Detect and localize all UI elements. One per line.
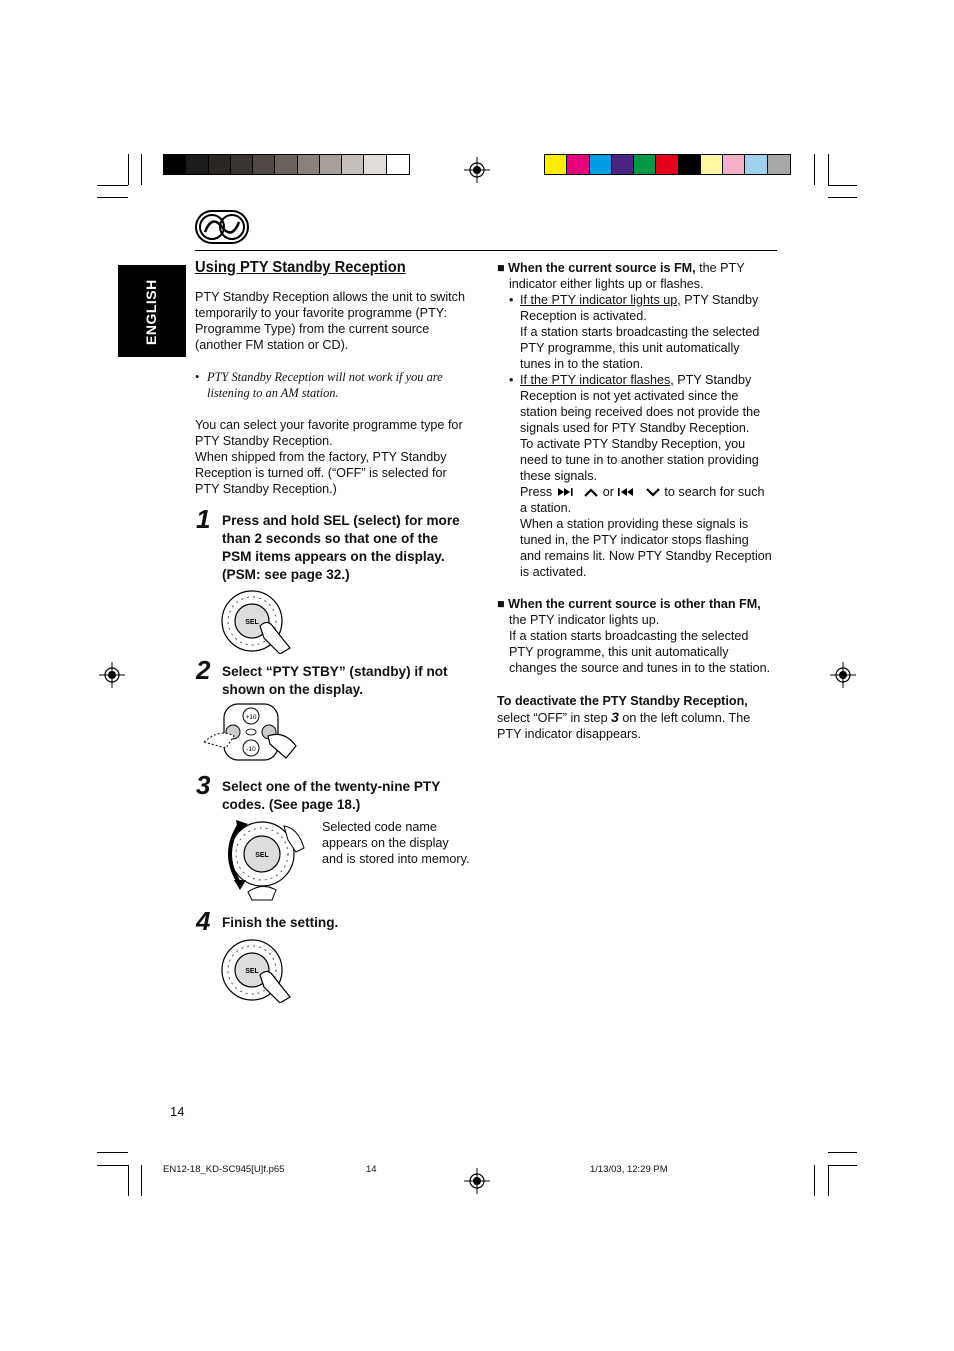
text: to search for such (664, 485, 765, 499)
text-line: need to tune in to another station providing (520, 453, 759, 467)
text-line: shown on the display. (222, 682, 363, 697)
square-bullet-icon: ■ (497, 597, 509, 611)
step-3-note (322, 819, 487, 867)
text-line: indicator either lights up or flashes. (509, 277, 704, 291)
subheading: When the current source is FM, (508, 261, 696, 275)
text-line: Press and hold SEL (select) for more (222, 513, 460, 528)
crop-mark (828, 185, 857, 186)
text-line: PSM items appears on the display. (222, 549, 445, 564)
color-swatch (186, 155, 208, 174)
file-name: EN12-18_KD-SC945[U]f.p65 (163, 1164, 285, 1175)
crop-mark (828, 1165, 829, 1196)
color-calibration-bar (544, 154, 791, 175)
text-line: PTY Standby Reception. (195, 434, 333, 448)
seek-buttons-icon (200, 702, 304, 764)
sound-logo-icon (195, 210, 249, 244)
color-swatch (275, 155, 297, 174)
text-line: PTY Standby Reception will not work if you are (207, 370, 443, 384)
color-swatch (164, 155, 186, 174)
deactivate-section (497, 693, 787, 742)
text-line: changes the source and tunes in to the station. (509, 661, 771, 675)
sel-button-press-icon (218, 937, 296, 1003)
crop-mark (97, 197, 128, 198)
text-line: than 2 seconds so that one of the (222, 531, 439, 546)
registration-target-icon (99, 662, 125, 688)
text: PTY Standby (673, 373, 752, 387)
text-line: signals used for PTY Standby Reception. (520, 421, 750, 435)
text: PTY Standby (680, 293, 759, 307)
language-label: ENGLISH (143, 279, 159, 345)
crop-mark (128, 154, 129, 185)
color-swatch (567, 155, 589, 174)
bullet: • (509, 293, 514, 307)
sel-label: SEL (245, 968, 259, 975)
text-line: When a station providing these signals is (520, 517, 749, 531)
step-number: 2 (196, 655, 211, 685)
bullet: • (195, 370, 200, 384)
text-line: temporarily to your favorite programme (PTY: (195, 306, 447, 320)
bullet: • (509, 373, 514, 387)
page-number: 14 (170, 1104, 185, 1119)
text-line: (PSM: see page 32.) (222, 567, 350, 582)
color-swatch (656, 155, 678, 174)
text: on the left column. The (618, 711, 751, 725)
color-swatch (590, 155, 612, 174)
text-line: (another FM station or CD). (195, 338, 349, 352)
text: or (602, 485, 614, 499)
text-line: PTY Standby Reception allows the unit to switch (195, 290, 465, 304)
text-line: tuned in, the PTY indicator stops flashing (520, 533, 749, 547)
text-line: Reception is activated. (520, 309, 647, 323)
text-line: To activate PTY Standby Reception, you (520, 437, 746, 451)
color-swatch (545, 155, 567, 174)
step-4-text (222, 914, 487, 932)
color-swatch (701, 155, 723, 174)
crop-mark (828, 197, 857, 198)
section-heading: Using PTY Standby Reception (195, 259, 406, 276)
text-line: codes. (See page 18.) (222, 797, 361, 812)
next-track-icon (556, 487, 580, 497)
square-bullet-icon: ■ (497, 261, 509, 275)
text: the PTY (695, 261, 745, 275)
step-1-text (222, 512, 487, 584)
crop-mark (128, 1165, 129, 1196)
text-line: PTY programme, this unit automatically (509, 645, 729, 659)
color-swatch (634, 155, 656, 174)
header-rule (195, 250, 777, 251)
crop-mark (97, 185, 128, 186)
rotate-knob-icon (218, 818, 314, 904)
step-number: 4 (196, 906, 211, 936)
text: Press (520, 485, 553, 499)
intro-paragraph (195, 289, 485, 353)
color-swatch (387, 155, 409, 174)
step-3-text (222, 778, 487, 814)
text-line: PTY indicator disappears. (497, 727, 641, 741)
text-line: If a station starts broadcasting the selected (520, 325, 760, 339)
fm-source-section (497, 260, 787, 580)
subheading: To deactivate the PTY Standby Reception, (497, 694, 748, 708)
text-line: PTY programme, this unit automatically (520, 341, 740, 355)
registration-target-icon (464, 157, 490, 183)
color-swatch (342, 155, 364, 174)
crop-mark (814, 1165, 815, 1196)
color-swatch (679, 155, 701, 174)
step-number: 1 (196, 504, 211, 534)
color-swatch (745, 155, 767, 174)
color-swatch (723, 155, 745, 174)
color-swatch (298, 155, 320, 174)
crop-mark (828, 1165, 857, 1166)
text-line: and is stored into memory. (322, 852, 470, 866)
text-line: these signals. (520, 469, 598, 483)
subheading: When the current source is other than FM, (508, 597, 761, 611)
sel-label: SEL (255, 852, 269, 859)
minus10-label: -10 (246, 746, 256, 753)
page-reference: 14 (366, 1164, 377, 1175)
underlined-text: If the PTY indicator lights up, (520, 293, 681, 307)
text-line: Reception is turned off. (“OFF” is selected for (195, 466, 447, 480)
text-line: and remains lit. Now PTY Standby Reception (520, 549, 772, 563)
press-line (497, 484, 787, 500)
note (195, 369, 485, 401)
text-line: station being received does not provide the (520, 405, 761, 419)
crop-mark (828, 154, 829, 185)
color-swatch (253, 155, 275, 174)
text: select “OFF” in step (497, 711, 608, 725)
text-line: is activated. (520, 565, 587, 579)
previous-track-icon (617, 487, 641, 497)
text-line: PTY Standby Reception.) (195, 482, 337, 496)
step-2-text (222, 663, 487, 699)
text-line: Select “PTY STBY” (standby) if not (222, 664, 448, 679)
text-line: You can select your favorite programme type for (195, 418, 463, 432)
text-line: When shipped from the factory, PTY Standby (195, 450, 447, 464)
text-line: Select one of the twenty-nine PTY (222, 779, 441, 794)
text-line: Programme Type) from the current source (195, 322, 430, 336)
color-swatch (612, 155, 634, 174)
text-line: If a station starts broadcasting the selected (509, 629, 749, 643)
underlined-text: If the PTY indicator flashes, (520, 373, 674, 387)
crop-mark (141, 1165, 142, 1196)
color-swatch (231, 155, 253, 174)
crop-mark (828, 1152, 857, 1153)
crop-mark (814, 154, 815, 185)
paragraph (195, 417, 485, 497)
step-reference: 3 (611, 709, 619, 725)
text-line: Reception is not yet activated since the (520, 389, 739, 403)
color-swatch (364, 155, 386, 174)
crop-mark (97, 1152, 128, 1153)
registration-target-icon (830, 662, 856, 688)
grayscale-calibration-bar (163, 154, 410, 175)
text-line: the PTY indicator lights up. (509, 613, 660, 627)
step-number: 3 (196, 770, 211, 800)
color-swatch (209, 155, 231, 174)
chevron-down-icon (645, 487, 661, 497)
sel-label: SEL (245, 619, 259, 626)
chevron-up-icon (583, 487, 599, 497)
text-line: Selected code name (322, 820, 437, 834)
plus10-label: +10 (245, 714, 257, 721)
color-swatch (768, 155, 790, 174)
text-line: tunes in to the station. (520, 357, 644, 371)
text-line: Finish the setting. (222, 915, 339, 930)
text-line: listening to an AM station. (207, 386, 339, 400)
text-line: appears on the display (322, 836, 449, 850)
registration-target-icon (464, 1168, 490, 1194)
crop-mark (141, 154, 142, 185)
sel-button-press-icon (218, 588, 296, 654)
text-line: a station. (520, 501, 572, 515)
other-source-section (497, 596, 787, 676)
color-swatch (320, 155, 342, 174)
timestamp: 1/13/03, 12:29 PM (590, 1164, 668, 1175)
crop-mark (97, 1165, 128, 1166)
